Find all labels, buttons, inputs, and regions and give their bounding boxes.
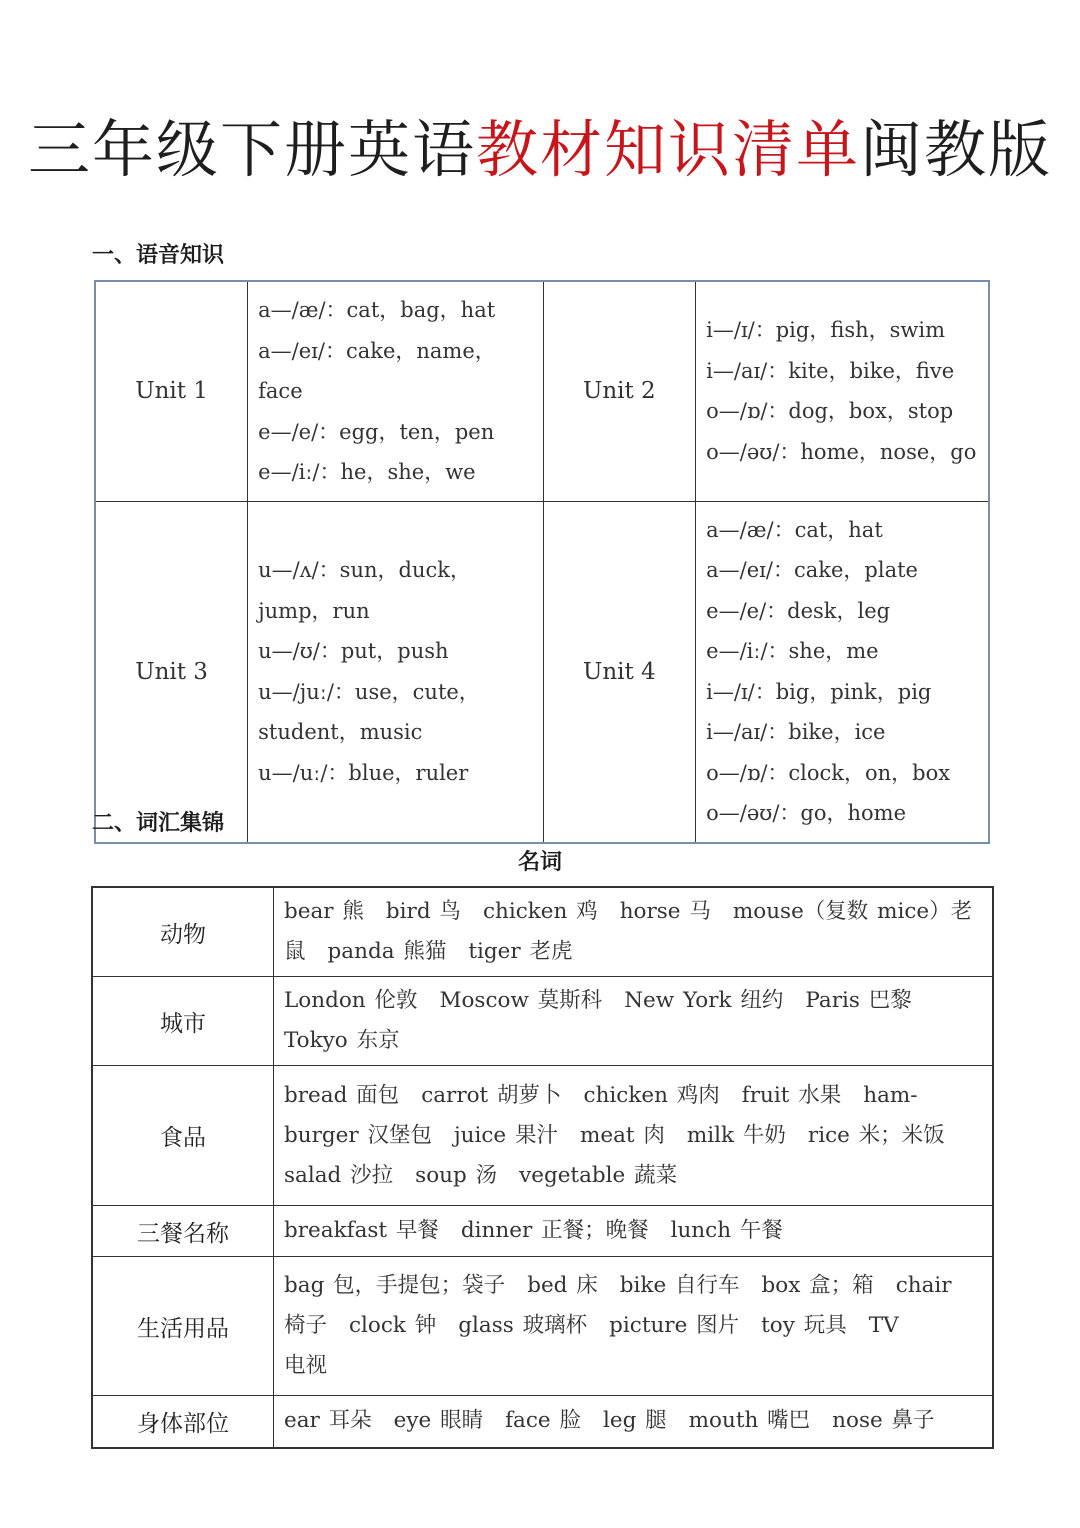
word-entry: dinner 正餐；晚餐 [460, 1218, 649, 1243]
category-label: 身体部位 [92, 1396, 274, 1448]
word-entry: bag 包，手提包；袋子 [284, 1273, 506, 1298]
word-line [284, 981, 982, 1021]
word-entry: panda 熊猫 [327, 939, 447, 964]
sound-line: u—/ʌ/：sun，duck， [258, 558, 471, 582]
word-entry: clock 钟 [349, 1313, 437, 1338]
word-entry: New York 纽约 [624, 988, 784, 1013]
category-label: 生活用品 [92, 1257, 274, 1396]
word-entry: 鼠 [284, 939, 306, 964]
category-label: 三餐名称 [92, 1206, 274, 1257]
title-black-part: 三年级下册英语 [27, 113, 476, 186]
word-entry: bear 熊 [284, 899, 364, 924]
word-entry: juice 果汁 [454, 1122, 558, 1148]
word-entry: bike 自行车 [619, 1273, 740, 1298]
sound-line: i—/aɪ/：kite，bike，five [706, 358, 955, 383]
word-cell [274, 887, 994, 977]
unit-label: Unit 2 [543, 281, 696, 501]
word-entry: breakfast 早餐 [284, 1218, 439, 1243]
word-entry: Tokyo 东京 [284, 1028, 400, 1053]
unit-label: Unit 4 [543, 501, 696, 843]
page-title [0, 100, 1080, 189]
word-entry: lunch 午餐 [670, 1218, 783, 1243]
word-entry: horse 马 [619, 899, 711, 924]
word-entry: carrot 胡萝卜 [421, 1082, 562, 1108]
sound-line: o—/əʊ/：go，home [706, 801, 906, 825]
sound-line: e—/iː/：he，she，we [258, 460, 476, 484]
sound-line: e—/e/：egg，ten，pen [258, 419, 495, 444]
sound-line: i—/ɪ/：pig，fish，swim [706, 318, 946, 343]
sound-line: o—/əʊ/：home，nose，go [706, 439, 977, 464]
word-line [284, 1266, 982, 1306]
word-entry: mouse（复数 mice）老 [732, 899, 973, 924]
sound-line: u—/juː/：use，cute， [258, 679, 480, 704]
word-entry: chicken 鸡 [482, 899, 598, 924]
word-entry: bread 面包 [284, 1082, 400, 1108]
word-line [284, 1021, 982, 1061]
vocabulary-table [91, 886, 994, 1449]
word-line [284, 1116, 982, 1156]
word-cell [274, 1066, 994, 1206]
phonics-row [95, 501, 989, 843]
sound-line: o—/ɒ/：dog，box，stop [706, 399, 954, 424]
phonics-row [95, 281, 989, 501]
word-entry: TV [868, 1313, 899, 1338]
word-entry: face 脸 [505, 1408, 581, 1434]
section-heading-phonics: 一、语音知识 [92, 243, 225, 268]
sound-line: student，music [258, 720, 423, 744]
word-entry: 椅子 [284, 1313, 328, 1338]
word-line [284, 1156, 982, 1196]
sound-line: e—/e/：desk，leg [706, 598, 891, 623]
sound-cell [248, 281, 543, 501]
word-line [284, 1306, 982, 1346]
word-entry: picture 图片 [609, 1313, 740, 1338]
unit-label: Unit 3 [95, 501, 248, 843]
sound-line: u—/uː/：blue，ruler [258, 760, 469, 785]
word-entry: fruit 水果 [741, 1082, 842, 1108]
word-entry: nose 鼻子 [832, 1408, 935, 1434]
word-line [284, 932, 982, 972]
word-entry: 电视 [284, 1353, 328, 1378]
word-entry: salad 沙拉 [284, 1162, 394, 1188]
word-entry: London 伦敦 [284, 988, 418, 1013]
word-line [284, 1076, 982, 1116]
category-label: 动物 [92, 887, 274, 977]
word-entry: vegetable 蔬菜 [519, 1162, 678, 1188]
word-entry: bird 鸟 [385, 899, 461, 924]
word-entry: leg 腿 [602, 1408, 667, 1434]
word-entry: meat 肉 [580, 1122, 665, 1148]
category-label: 城市 [92, 977, 274, 1066]
sound-line: o—/ɒ/：clock，on，box [706, 760, 951, 785]
vocab-row [92, 1206, 993, 1257]
word-entry: rice 米；米饭 [807, 1122, 945, 1148]
word-entry: eye 眼睛 [393, 1408, 484, 1434]
sound-line: a—/æ/：cat，bag，hat [258, 298, 496, 322]
word-entry: ear 耳朵 [284, 1408, 372, 1434]
sound-line: i—/aɪ/：bike，ice [706, 720, 886, 744]
sound-line: jump，run [258, 598, 370, 623]
sound-cell [696, 281, 989, 501]
word-entry: Paris 巴黎 [805, 988, 912, 1013]
title-red-part: 教材知识清单 [475, 113, 860, 186]
word-entry: chicken 鸡肉 [583, 1082, 720, 1108]
word-entry: bed 床 [527, 1273, 598, 1298]
sound-line: u—/ʊ/：put，push [258, 639, 449, 663]
sound-line: a—/eɪ/：cake，plate [706, 558, 918, 582]
vocab-row [92, 977, 993, 1066]
word-line [284, 1211, 982, 1251]
section-heading-vocabulary: 二、词汇集锦 [92, 811, 225, 836]
sound-cell [696, 501, 989, 843]
word-entry: ham- [863, 1082, 918, 1108]
word-line [284, 1346, 982, 1386]
category-label: 食品 [92, 1066, 274, 1206]
vocab-row [92, 1396, 993, 1448]
word-entry: mouth 嘴巴 [688, 1408, 811, 1434]
word-line [284, 892, 982, 932]
word-entry: burger 汉堡包 [284, 1122, 432, 1148]
vocab-row [92, 1257, 993, 1396]
phonics-table [94, 280, 990, 844]
sound-line: a—/eɪ/：cake，name，face [258, 338, 496, 403]
word-cell [274, 1206, 994, 1257]
word-entry: box 盒；箱 [761, 1273, 874, 1298]
word-entry: toy 玩具 [761, 1313, 847, 1338]
word-entry: chair [895, 1273, 952, 1298]
word-entry: milk 牛奶 [686, 1122, 786, 1148]
word-entry: glass 玻璃杯 [458, 1313, 588, 1338]
vocab-row [92, 1066, 993, 1206]
title-black-part-end: 闽教版 [860, 113, 1053, 186]
sound-line: a—/æ/：cat，hat [706, 517, 883, 542]
vocab-row [92, 887, 993, 977]
sound-line: e—/iː/：she，me [706, 639, 879, 663]
table-caption-nouns: 名词 [517, 850, 562, 875]
sound-line: i—/ɪ/：big，pink，pig [706, 679, 932, 704]
word-cell [274, 977, 994, 1066]
word-cell [274, 1396, 994, 1448]
word-entry: Moscow 莫斯科 [439, 988, 603, 1013]
word-line [284, 1401, 982, 1441]
word-cell [274, 1257, 994, 1396]
word-entry: soup 汤 [415, 1162, 498, 1188]
word-entry: tiger 老虎 [468, 939, 573, 964]
unit-label: Unit 1 [95, 281, 248, 501]
sound-cell [248, 501, 543, 843]
